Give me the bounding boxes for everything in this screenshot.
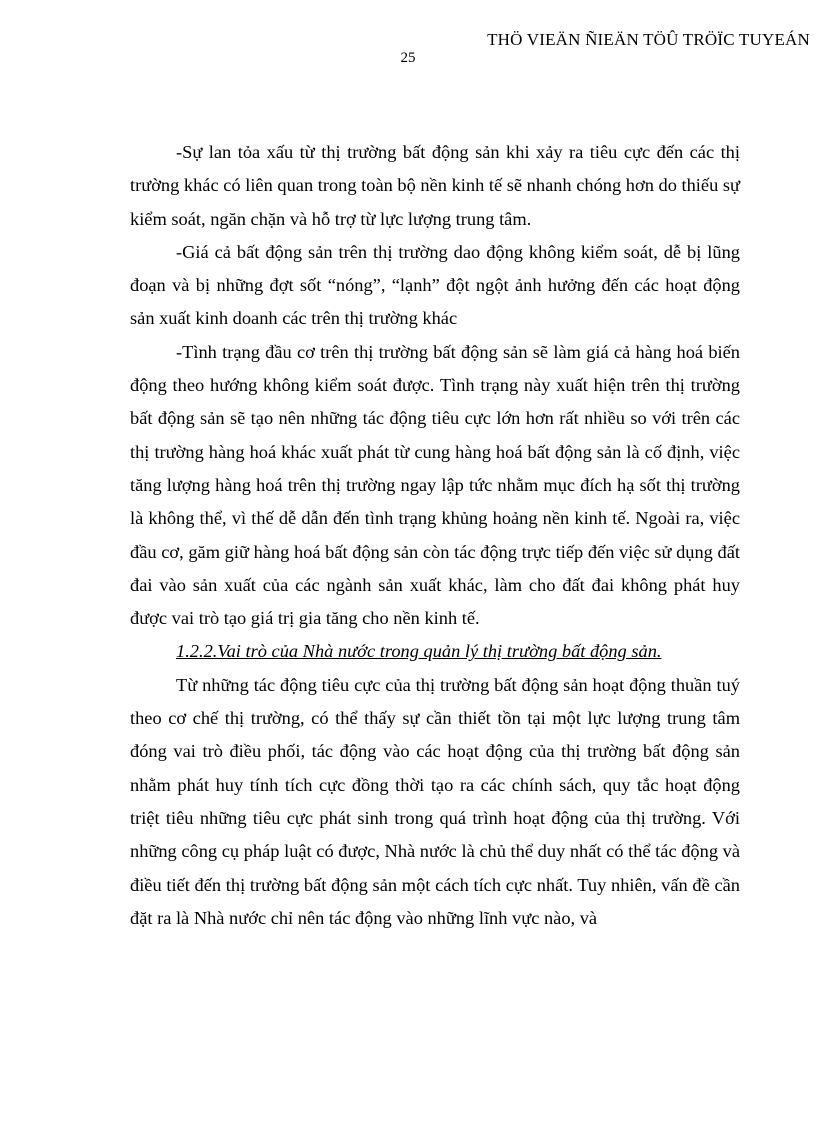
paragraph-state-role: Từ những tác động tiêu cực của thị trường bất động sản hoạt động thuần tuý theo cơ chế thị trường, có thể thấy sự cần thiết tồn tại một lực lượng trung tâm đóng vai trò điều phối, tác động vào các hoạt động của thị trường bất động sản nhằm phát huy tính tích cực đồng thời tạo ra các chính sách, quy tắc hoạt động triệt tiêu những tiêu cực phát sinh trong quá trình hoạt động của thị trường. Với những công cụ pháp luật có được, Nhà nước là chủ thể duy nhất có thể tác động và điều tiết đến thị trường bất động sản một cách tích cực nhất. Tuy nhiên, vấn đề cần đặt ra là Nhà nước chỉ nên tác động vào những lĩnh vực nào, và bbox=[130, 674, 740, 928]
page-number: 25 bbox=[400, 50, 416, 66]
document-body bbox=[130, 136, 740, 935]
section-heading: 1.2.2.Vai trò của Nhà nước trong quản lý thị trường bất động sản. bbox=[176, 641, 662, 662]
paragraph-speculation: -Tình trạng đầu cơ trên thị trường bất động sản sẽ làm giá cả hàng hoá biến động theo hướng không kiểm soát được. Tình trạng này xuất hiện trên thị trường bất động sản sẽ tạo nên những tác động tiêu cực lớn hơn rất nhiều so với trên các thị trường hàng hoá khác xuất phát từ cung hàng hoá bất động sản là cố định, việc tăng lượng hàng hoá trên thị trường ngay lập tức nhằm mục đích hạ sốt thị trường là không thể, vì thế dễ dẫn đến tình trạng khủng hoảng nền kinh tế. Ngoài ra, việc đầu cơ, găm giữ hàng hoá bất động sản còn tác động trực tiếp đến việc sử dụng đất đai vào sản xuất của các ngành sản xuất khác, làm cho đất đai không phát huy được vai trò tạo giá trị gia tăng cho nền kinh tế. bbox=[130, 341, 740, 629]
site-title-header: THÖ VIEÄN ÑIEÄN TÖÛ TRÖÏC TUYEÁN bbox=[487, 30, 810, 49]
paragraph-price-volatility: -Giá cả bất động sản trên thị trường dao động không kiểm soát, dễ bị lũng đoạn và bị những đợt sốt “nóng”, “lạnh” đột ngột ảnh hưởng đến các hoạt động sản xuất kinh doanh các trên thị trường khác bbox=[130, 241, 740, 329]
paragraph-spillover: -Sự lan tỏa xấu từ thị trường bất động sản khi xảy ra tiêu cực đến các thị trường khác có liên quan trong toàn bộ nền kinh tế sẽ nhanh chóng hơn do thiếu sự kiểm soát, ngăn chặn và hỗ trợ từ lực lượng trung tâm. bbox=[130, 142, 740, 229]
